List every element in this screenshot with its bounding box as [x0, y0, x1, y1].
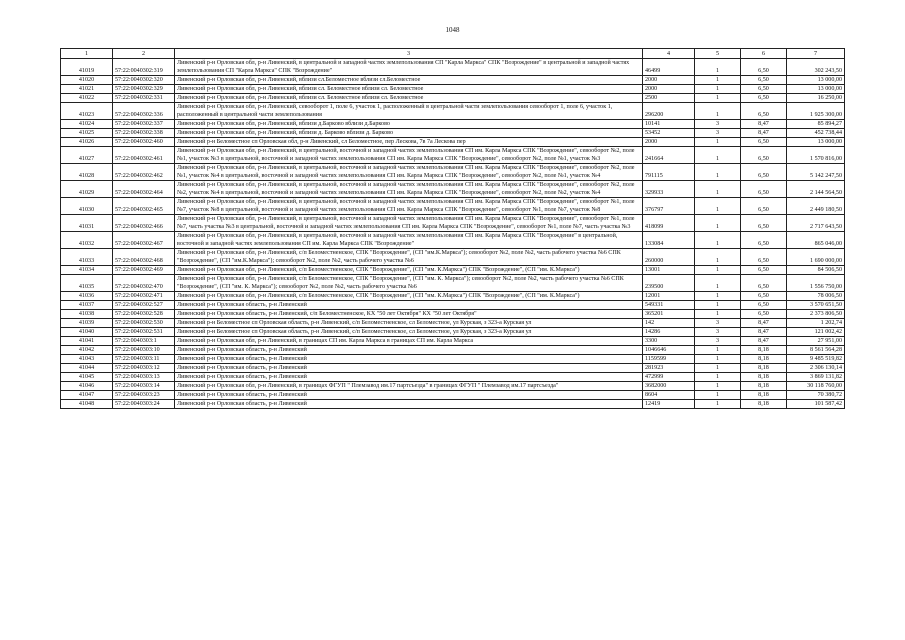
- row-number-cell: 41035: [61, 275, 113, 292]
- table-row: [61, 94, 845, 103]
- cadastral-value-cell: 9 485 519,82: [787, 355, 845, 364]
- group-cell: 3: [695, 120, 741, 129]
- address-description-cell: Ливенский р-н Орловская обл, р-н Ливенский, в центральной, восточной и западной частях землепользования СП им. Карла Маркса СПК "Возрождение", севооборот №2, поле №1, участок №4 в центральной, восточной и западной частях землепользования СП им. Карла Маркса СПК "Возрождение", севооборот №2, поле №1, участок №4: [175, 164, 643, 181]
- area-cell: 2000: [643, 138, 695, 147]
- column-header: 1: [61, 49, 113, 59]
- cadastral-number-cell: 57:22:0040302:462: [113, 164, 175, 181]
- column-header: 6: [741, 49, 787, 59]
- row-number-cell: 41019: [61, 59, 113, 76]
- cadastral-number-cell: 57:22:0040302:329: [113, 85, 175, 94]
- column-header: 3: [175, 49, 643, 59]
- row-number-cell: 41030: [61, 198, 113, 215]
- area-cell: 2500: [643, 94, 695, 103]
- area-cell: 133084: [643, 232, 695, 249]
- area-cell: 329933: [643, 181, 695, 198]
- table-row: [61, 391, 845, 400]
- group-cell: 1: [695, 249, 741, 266]
- area-cell: 53452: [643, 129, 695, 138]
- rate-cell: 6,50: [741, 85, 787, 94]
- address-description-cell: Ливенский р-н Орловская обл, р-н Ливенский, с/п Беломестненское, СПК "Возрождение", (СП "им. К. Маркса"); севооборот №2, поле №2, часть рабочего участка №6 СПК "Возрождение", (СП "им. К. Маркса"); севооборот №2, поле №2, часть рабочего участка №6: [175, 275, 643, 292]
- area-cell: 142: [643, 319, 695, 328]
- cadastral-value-cell: 1 690 000,00: [787, 249, 845, 266]
- group-cell: 1: [695, 181, 741, 198]
- address-description-cell: Ливенский р-н Орловская область, р-н Ливенский: [175, 346, 643, 355]
- cadastral-number-cell: 57:22:0040303:12: [113, 364, 175, 373]
- table-row: [61, 76, 845, 85]
- cadastral-number-cell: 57:22:0040302:320: [113, 76, 175, 85]
- row-number-cell: 41020: [61, 76, 113, 85]
- address-description-cell: Ливенский р-н Орловская обл, р-н Ливенский, вблизи д. Барково вблизи д. Барково: [175, 129, 643, 138]
- group-cell: 1: [695, 103, 741, 120]
- column-header: 7: [787, 49, 845, 59]
- cadastral-value-cell: 1 202,74: [787, 319, 845, 328]
- address-description-cell: Ливенский р-н Орловская обл, р-н Ливенский, севооборот 1, поле 6, участок 1, расположенный в центральной части землепользования севооборот 1, поле 6, участок 1, расположенный в центральной части землепользования: [175, 103, 643, 120]
- row-number-cell: 41044: [61, 364, 113, 373]
- group-cell: 1: [695, 164, 741, 181]
- area-cell: 8604: [643, 391, 695, 400]
- row-number-cell: 41038: [61, 310, 113, 319]
- register-table: [60, 48, 845, 409]
- group-cell: 1: [695, 59, 741, 76]
- area-cell: 3300: [643, 337, 695, 346]
- rate-cell: 6,50: [741, 181, 787, 198]
- address-description-cell: Ливенский р-н Орловская область, р-н Ливенский: [175, 373, 643, 382]
- rate-cell: 6,50: [741, 232, 787, 249]
- address-description-cell: Ливенский р-н Орловская обл, р-н Ливенский, с/п Беломестненское, СПК "Возрождение", (СП "им. К.Маркса") СПК "Возрождение", (СП "им. К.Маркса"): [175, 266, 643, 275]
- group-cell: 1: [695, 215, 741, 232]
- table-row: [61, 292, 845, 301]
- cadastral-value-cell: 13 000,00: [787, 85, 845, 94]
- cadastral-value-cell: 2 373 806,50: [787, 310, 845, 319]
- rate-cell: 8,18: [741, 373, 787, 382]
- rate-cell: 6,50: [741, 249, 787, 266]
- address-description-cell: Ливенский р-н Беломестное сп Орловская обл, р-н Ливенский, сл Беломестное, пер Лескова, 7в 7а Лескова пер: [175, 138, 643, 147]
- cadastral-number-cell: 57:22:0040302:336: [113, 103, 175, 120]
- address-description-cell: Ливенский р-н Орловская обл, р-н Ливенский, вблизи д.Барково вблизи д.Барково: [175, 120, 643, 129]
- rate-cell: 6,50: [741, 147, 787, 164]
- cadastral-number-cell: 57:22:0040303:11: [113, 355, 175, 364]
- area-cell: 241664: [643, 147, 695, 164]
- cadastral-number-cell: 57:22:0040302:461: [113, 147, 175, 164]
- area-cell: 260000: [643, 249, 695, 266]
- group-cell: 1: [695, 147, 741, 164]
- cadastral-number-cell: 57:22:0040302:528: [113, 310, 175, 319]
- cadastral-number-cell: 57:22:0040302:464: [113, 181, 175, 198]
- cadastral-number-cell: 57:22:0040302:527: [113, 301, 175, 310]
- group-cell: 1: [695, 400, 741, 409]
- table-row: [61, 120, 845, 129]
- rate-cell: 6,50: [741, 59, 787, 76]
- cadastral-number-cell: 57:22:0040303:23: [113, 391, 175, 400]
- row-number-cell: 41043: [61, 355, 113, 364]
- cadastral-value-cell: 1 556 750,00: [787, 275, 845, 292]
- table-row: [61, 373, 845, 382]
- group-cell: 1: [695, 373, 741, 382]
- table-row: [61, 266, 845, 275]
- row-number-cell: 41024: [61, 120, 113, 129]
- area-cell: 1046646: [643, 346, 695, 355]
- table-row: [61, 138, 845, 147]
- address-description-cell: Ливенский р-н Орловская обл, р-н Ливенский, в границах СП им. Карла Маркса в границах СП им. Карла Маркса: [175, 337, 643, 346]
- cadastral-value-cell: 2 717 643,50: [787, 215, 845, 232]
- group-cell: 1: [695, 364, 741, 373]
- table-row: [61, 147, 845, 164]
- rate-cell: 6,50: [741, 275, 787, 292]
- rate-cell: 6,50: [741, 310, 787, 319]
- page-number: 1048: [445, 26, 460, 34]
- table-row: [61, 249, 845, 266]
- address-description-cell: Ливенский р-н Орловская область, р-н Ливенский: [175, 400, 643, 409]
- cadastral-value-cell: 452 738,44: [787, 129, 845, 138]
- cadastral-value-cell: 84 506,50: [787, 266, 845, 275]
- table-row: [61, 310, 845, 319]
- cadastral-value-cell: 13 000,00: [787, 138, 845, 147]
- area-cell: 549331: [643, 301, 695, 310]
- cadastral-number-cell: 57:22:0040302:467: [113, 232, 175, 249]
- rate-cell: 8,18: [741, 382, 787, 391]
- cadastral-number-cell: 57:22:0040303:14: [113, 382, 175, 391]
- table-row: [61, 181, 845, 198]
- address-description-cell: Ливенский р-н Орловская обл, р-н Ливенский, вблизи сл.Беломестное вблизи сл.Беломестное: [175, 76, 643, 85]
- column-header: 4: [643, 49, 695, 59]
- rate-cell: 6,50: [741, 94, 787, 103]
- area-cell: 12419: [643, 400, 695, 409]
- cadastral-number-cell: 57:22:0040302:338: [113, 129, 175, 138]
- address-description-cell: Ливенский р-н Орловская область, р-н Ливенский: [175, 391, 643, 400]
- table-row: [61, 215, 845, 232]
- cadastral-value-cell: 85 894,27: [787, 120, 845, 129]
- row-number-cell: 41026: [61, 138, 113, 147]
- address-description-cell: Ливенский р-н Беломестное сп Орловская область, р-н Ливенский, с/п Беломестненское, сл Беломестное, ул Курская, з 323-а Курская ул: [175, 328, 643, 337]
- group-cell: 1: [695, 85, 741, 94]
- cadastral-value-cell: 2 144 564,50: [787, 181, 845, 198]
- cadastral-number-cell: 57:22:0040302:331: [113, 94, 175, 103]
- cadastral-number-cell: 57:22:0040302:319: [113, 59, 175, 76]
- cadastral-value-cell: 865 046,00: [787, 232, 845, 249]
- cadastral-value-cell: 16 250,00: [787, 94, 845, 103]
- cadastral-value-cell: 101 587,42: [787, 400, 845, 409]
- table-row: [61, 275, 845, 292]
- rate-cell: 8,47: [741, 328, 787, 337]
- group-cell: 1: [695, 94, 741, 103]
- table-row: [61, 328, 845, 337]
- rate-cell: 8,18: [741, 364, 787, 373]
- cadastral-number-cell: 57:22:0040303:1: [113, 337, 175, 346]
- rate-cell: 8,18: [741, 346, 787, 355]
- rate-cell: 6,50: [741, 138, 787, 147]
- cadastral-number-cell: 57:22:0040302:531: [113, 328, 175, 337]
- rate-cell: 6,50: [741, 103, 787, 120]
- rate-cell: 6,50: [741, 215, 787, 232]
- group-cell: 1: [695, 138, 741, 147]
- rate-cell: 8,47: [741, 319, 787, 328]
- area-cell: 1159599: [643, 355, 695, 364]
- cadastral-value-cell: 30 118 760,00: [787, 382, 845, 391]
- table-header-row: [61, 49, 845, 59]
- address-description-cell: Ливенский р-н Орловская обл, р-н Ливенский, вблизи сл. Беломестное вблизи сл. Беломестное: [175, 94, 643, 103]
- address-description-cell: Ливенский р-н Орловская обл, р-н Ливенский, в центральной, восточной и западной частях землепользования СП им. Карла Маркса СПК "Возрождение", севооборот №2, поле №2, участок №4 в центральной, восточной и западной частях землепользования СП им. Карла Маркса СПК "Возрождение", севооборот №2, поле №2, участок №4: [175, 181, 643, 198]
- row-number-cell: 41021: [61, 85, 113, 94]
- cadastral-value-cell: 13 000,00: [787, 76, 845, 85]
- address-description-cell: Ливенский р-н Орловская обл, р-н Ливенский, вблизи сл. Беломестное вблизи сл. Беломестное: [175, 85, 643, 94]
- table-row: [61, 355, 845, 364]
- cadastral-value-cell: 27 951,00: [787, 337, 845, 346]
- group-cell: 1: [695, 266, 741, 275]
- row-number-cell: 41047: [61, 391, 113, 400]
- address-description-cell: Ливенский р-н Орловская обл, р-н Ливенский, в центральной, восточной и западной частях землепользования СП им. Карла Маркса СПК "Возрождение", севооборот №2, поле №1, участок №3 в центральной, восточной и западной частях землепользования СП им. Карла Маркса СПК "Возрождение", севооборот №2, поле №1, участок №3: [175, 147, 643, 164]
- rate-cell: 8,18: [741, 355, 787, 364]
- cadastral-number-cell: 57:22:0040303:24: [113, 400, 175, 409]
- area-cell: 296200: [643, 103, 695, 120]
- row-number-cell: 41025: [61, 129, 113, 138]
- address-description-cell: Ливенский р-н Орловская обл, р-н Ливенский, в центральной и западной частях землепользования СП "Карла Маркса" СПК "Возрождение" в центральной и западной частях землепользования СП "Карла Маркса" СПК "Возрождение": [175, 59, 643, 76]
- area-cell: 472999: [643, 373, 695, 382]
- cadastral-value-cell: 5 142 247,50: [787, 164, 845, 181]
- group-cell: 1: [695, 198, 741, 215]
- group-cell: 1: [695, 76, 741, 85]
- cadastral-value-cell: 1 925 300,00: [787, 103, 845, 120]
- rate-cell: 6,50: [741, 266, 787, 275]
- rate-cell: 6,50: [741, 164, 787, 181]
- table-row: [61, 129, 845, 138]
- group-cell: 1: [695, 391, 741, 400]
- row-number-cell: 41034: [61, 266, 113, 275]
- address-description-cell: Ливенский р-н Орловская обл, р-н Ливенский, с/п Беломестненское, СПК "Возрождение", (СП "им. К.Маркса") СПК "Возрождение", (СП "им. К.Маркса"): [175, 292, 643, 301]
- table-row: [61, 337, 845, 346]
- row-number-cell: 41048: [61, 400, 113, 409]
- area-cell: 365201: [643, 310, 695, 319]
- table-row: [61, 103, 845, 120]
- row-number-cell: 41022: [61, 94, 113, 103]
- cadastral-number-cell: 57:22:0040302:469: [113, 266, 175, 275]
- cadastral-value-cell: 8 561 564,28: [787, 346, 845, 355]
- group-cell: 1: [695, 275, 741, 292]
- cadastral-number-cell: 57:22:0040302:470: [113, 275, 175, 292]
- address-description-cell: Ливенский р-н Орловская область, р-н Ливенский, с/п Беломестненское, КХ "50 лет Октября" КХ "50 лет Октября": [175, 310, 643, 319]
- address-description-cell: Ливенский р-н Орловская область, р-н Ливенский: [175, 355, 643, 364]
- cadastral-number-cell: 57:22:0040303:10: [113, 346, 175, 355]
- area-cell: 14286: [643, 328, 695, 337]
- group-cell: 1: [695, 355, 741, 364]
- area-cell: 418099: [643, 215, 695, 232]
- table-row: [61, 301, 845, 310]
- group-cell: 1: [695, 301, 741, 310]
- row-number-cell: 41033: [61, 249, 113, 266]
- table-row: [61, 319, 845, 328]
- row-number-cell: 41046: [61, 382, 113, 391]
- table-body: [61, 59, 845, 409]
- address-description-cell: Ливенский р-н Орловская обл, р-н Ливенский, с/п Беломестненское, СПК "Возрождение", (СП "им.К.Маркса"); севооборот №2, поле №2, часть рабочего участка №6 СПК "Возрождение", (СП "им.К.Маркса"); севооборот №2, поле №2, часть рабочего участка №6: [175, 249, 643, 266]
- address-description-cell: Ливенский р-н Орловская обл, р-н Ливенский, в границах ФГУП " Племзавод им.17 партсъезда" в границах ФГУП " Племзавод им.17 партсъезда": [175, 382, 643, 391]
- area-cell: 46499: [643, 59, 695, 76]
- group-cell: 3: [695, 328, 741, 337]
- group-cell: 3: [695, 319, 741, 328]
- table-row: [61, 346, 845, 355]
- address-description-cell: Ливенский р-н Орловская область, р-н Ливенский: [175, 364, 643, 373]
- cadastral-value-cell: 78 006,50: [787, 292, 845, 301]
- group-cell: 1: [695, 292, 741, 301]
- rate-cell: 8,47: [741, 337, 787, 346]
- row-number-cell: 41037: [61, 301, 113, 310]
- rate-cell: 8,18: [741, 400, 787, 409]
- area-cell: 281923: [643, 364, 695, 373]
- table-row: [61, 164, 845, 181]
- group-cell: 1: [695, 310, 741, 319]
- area-cell: 3682000: [643, 382, 695, 391]
- column-header: 5: [695, 49, 741, 59]
- table-row: [61, 364, 845, 373]
- rate-cell: 8,47: [741, 129, 787, 138]
- group-cell: 1: [695, 232, 741, 249]
- cadastral-value-cell: 121 002,42: [787, 328, 845, 337]
- cadastral-value-cell: 1 570 816,00: [787, 147, 845, 164]
- row-number-cell: 41028: [61, 164, 113, 181]
- cadastral-value-cell: 70 380,72: [787, 391, 845, 400]
- rate-cell: 6,50: [741, 292, 787, 301]
- table-row: [61, 198, 845, 215]
- cadastral-value-cell: 3 570 651,50: [787, 301, 845, 310]
- row-number-cell: 41036: [61, 292, 113, 301]
- row-number-cell: 41041: [61, 337, 113, 346]
- cadastral-value-cell: 2 306 130,14: [787, 364, 845, 373]
- row-number-cell: 41031: [61, 215, 113, 232]
- row-number-cell: 41029: [61, 181, 113, 198]
- row-number-cell: 41027: [61, 147, 113, 164]
- group-cell: 1: [695, 346, 741, 355]
- area-cell: 239500: [643, 275, 695, 292]
- address-description-cell: Ливенский р-н Орловская обл, р-н Ливенский, в центральной, восточной и западной частях землепользования СП им. Карла Маркса СПК "Возрождение" в центральной, восточной и западной частях землепользования СП им. Карла Маркса СПК "Возрождение": [175, 232, 643, 249]
- cadastral-number-cell: 57:22:0040302:468: [113, 249, 175, 266]
- area-cell: 2000: [643, 85, 695, 94]
- row-number-cell: 41023: [61, 103, 113, 120]
- row-number-cell: 41045: [61, 373, 113, 382]
- table-row: [61, 59, 845, 76]
- rate-cell: 8,18: [741, 391, 787, 400]
- row-number-cell: 41040: [61, 328, 113, 337]
- area-cell: 13001: [643, 266, 695, 275]
- cadastral-number-cell: 57:22:0040302:460: [113, 138, 175, 147]
- cadastral-number-cell: 57:22:0040302:337: [113, 120, 175, 129]
- group-cell: 1: [695, 382, 741, 391]
- address-description-cell: Ливенский р-н Орловская область, р-н Ливенский: [175, 301, 643, 310]
- area-cell: 791115: [643, 164, 695, 181]
- area-cell: 2000: [643, 76, 695, 85]
- rate-cell: 6,50: [741, 198, 787, 215]
- row-number-cell: 41039: [61, 319, 113, 328]
- column-header: 2: [113, 49, 175, 59]
- group-cell: 3: [695, 129, 741, 138]
- cadastral-value-cell: 2 449 180,50: [787, 198, 845, 215]
- address-description-cell: Ливенский р-н Орловская обл, р-н Ливенский, в центральной, восточной и западной частях землепользования СП им. Карла Маркса СПК "Возрождение", севооборот №1, поле №7, участок №8 в центральной, восточной и западной частях землепользования СП им. Карла Маркса СПК "Возрождение", севооборот №1, поле №7, участок №8: [175, 198, 643, 215]
- table-row: [61, 400, 845, 409]
- cadastral-number-cell: 57:22:0040302:465: [113, 198, 175, 215]
- address-description-cell: Ливенский р-н Беломестное сп Орловская область, р-н Ливенский, с/п Беломестненское, сл Беломестное, ул Курская, з 323-а Курская ул: [175, 319, 643, 328]
- row-number-cell: 41042: [61, 346, 113, 355]
- area-cell: 376797: [643, 198, 695, 215]
- rate-cell: 6,50: [741, 301, 787, 310]
- table-row: [61, 85, 845, 94]
- group-cell: 3: [695, 337, 741, 346]
- table-row: [61, 232, 845, 249]
- table-row: [61, 382, 845, 391]
- rate-cell: 8,47: [741, 120, 787, 129]
- row-number-cell: 41032: [61, 232, 113, 249]
- rate-cell: 6,50: [741, 76, 787, 85]
- area-cell: 10141: [643, 120, 695, 129]
- address-description-cell: Ливенский р-н Орловская обл, р-н Ливенский, в центральной, восточной и западной частях землепользования СП им. Карла Маркса СПК "Возрождение", севооборот №1, поле №7, часть участка №3 в центральной, восточной и западной частях землепользования СП им. Карла Маркса СПК "Возрождение", севооборот №1, поле №7, часть участка №3: [175, 215, 643, 232]
- cadastral-value-cell: 302 243,50: [787, 59, 845, 76]
- area-cell: 12001: [643, 292, 695, 301]
- cadastral-number-cell: 57:22:0040302:530: [113, 319, 175, 328]
- cadastral-number-cell: 57:22:0040303:13: [113, 373, 175, 382]
- cadastral-number-cell: 57:22:0040302:466: [113, 215, 175, 232]
- cadastral-value-cell: 3 869 131,82: [787, 373, 845, 382]
- cadastral-number-cell: 57:22:0040302:471: [113, 292, 175, 301]
